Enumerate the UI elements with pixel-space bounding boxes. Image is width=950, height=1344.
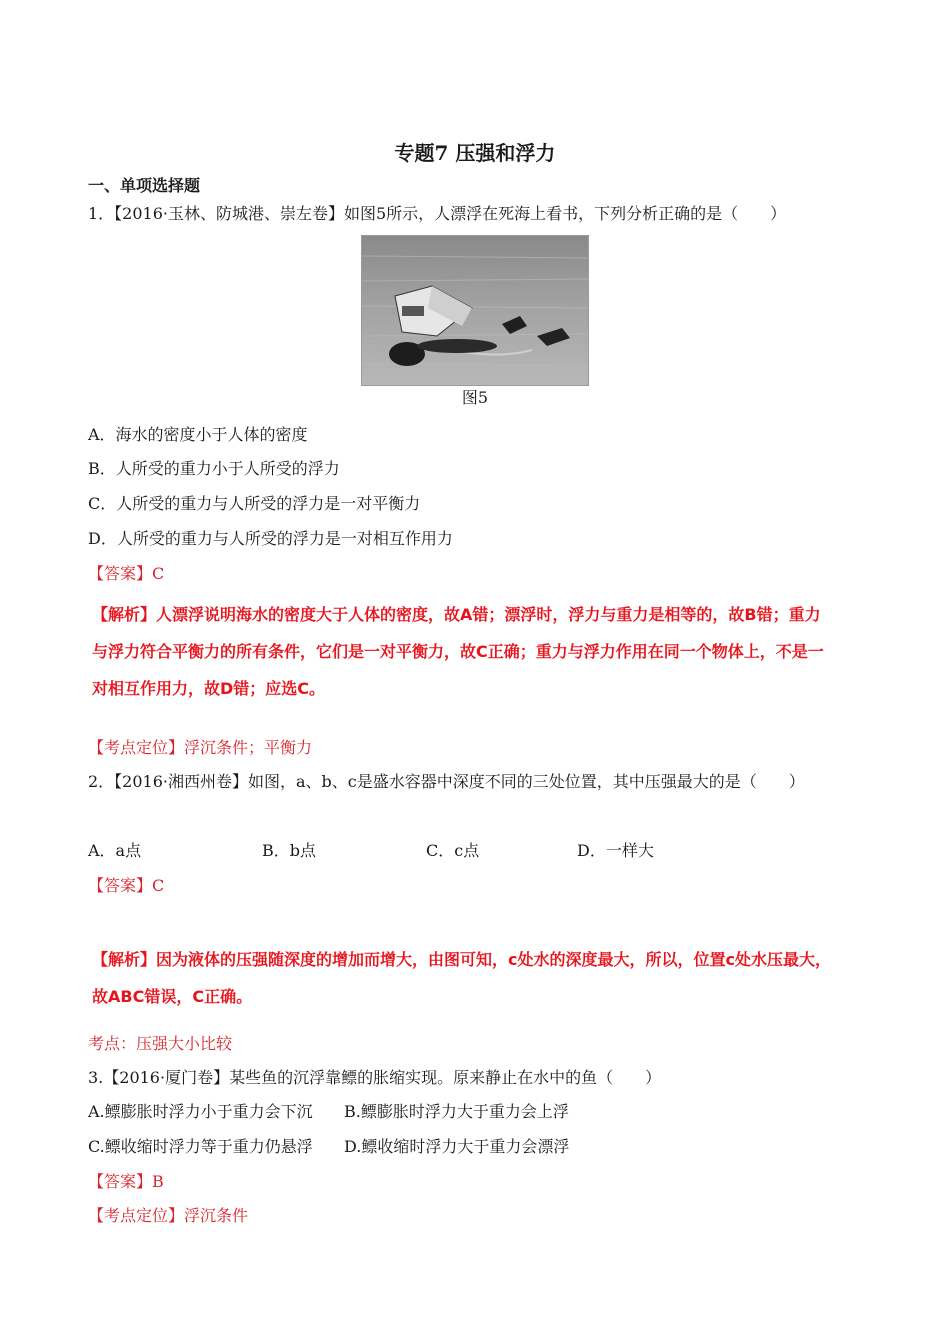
question-1-option-c: C．人所受的重力与人所受的浮力是一对平衡力 [88,494,421,513]
analysis-line: 故ABC错误，C正确。 [92,987,253,1006]
figure-caption: 图5 [461,388,489,407]
question-3-stem: 3.【2016·厦门卷】某些鱼的沉浮靠鳔的胀缩实现。原来静止在水中的鱼（ ） [88,1068,662,1087]
question-3-answer: 【答案】B [88,1172,164,1191]
dead-sea-photo [361,235,589,386]
question-2-option-c: C．c点 [426,841,480,860]
section-heading: 一、单项选择题 [88,176,201,195]
question-1-option-b: B．人所受的重力小于人所受的浮力 [88,459,340,478]
question-3-topic: 【考点定位】浮沉条件 [88,1206,249,1225]
question-3-option-d: D.鳔收缩时浮力大于重力会漂浮 [344,1137,570,1156]
question-2-option-b: B．b点 [262,841,317,860]
analysis-line: 【解析】人漂浮说明海水的密度大于人体的密度，故A错；漂浮时，浮力与重力是相等的，故B错；重力 [92,605,821,624]
question-3-option-a: A.鳔膨胀时浮力小于重力会下沉 [88,1102,313,1121]
question-2-stem: 2．【2016·湘西州卷】如图，a、b、c是盛水容器中深度不同的三处位置，其中压强最大的是（ ） [88,772,805,791]
question-2-option-a: A．a点 [88,841,142,860]
analysis-line: 【解析】因为液体的压强随深度的增加而增大，由图可知，c处水的深度最大，所以，位置c处水压最大， [92,950,831,969]
question-2-topic: 考点：压强大小比较 [88,1034,233,1053]
question-1-option-a: A．海水的密度小于人体的密度 [88,425,308,444]
question-1-option-d: D．人所受的重力与人所受的浮力是一对相互作用力 [88,529,453,548]
analysis-line: 对相互作用力，故D错；应选C。 [92,679,326,698]
question-1-analysis [92,596,882,707]
question-3-option-b: B.鳔膨胀时浮力大于重力会上浮 [344,1102,569,1121]
page-title: 专题7 压强和浮力 [394,141,556,165]
photo-reader-floating-icon [362,236,589,386]
question-2-analysis [92,941,882,1015]
question-2-option-d: D．一样大 [577,841,654,860]
question-1-stem: 1．【2016·玉林、防城港、崇左卷】如图5所示，人漂浮在死海上看书，下列分析正确的是（ ） [88,204,787,223]
question-1-topic: 【考点定位】浮沉条件；平衡力 [88,738,313,757]
question-3-option-c: C.鳔收缩时浮力等于重力仍悬浮 [88,1137,313,1156]
question-2-answer: 【答案】C [88,876,165,895]
question-1-answer: 【答案】C [88,564,165,583]
analysis-line: 与浮力符合平衡力的所有条件，它们是一对平衡力，故C正确；重力与浮力作用在同一个物体上，不是一 [92,642,824,661]
